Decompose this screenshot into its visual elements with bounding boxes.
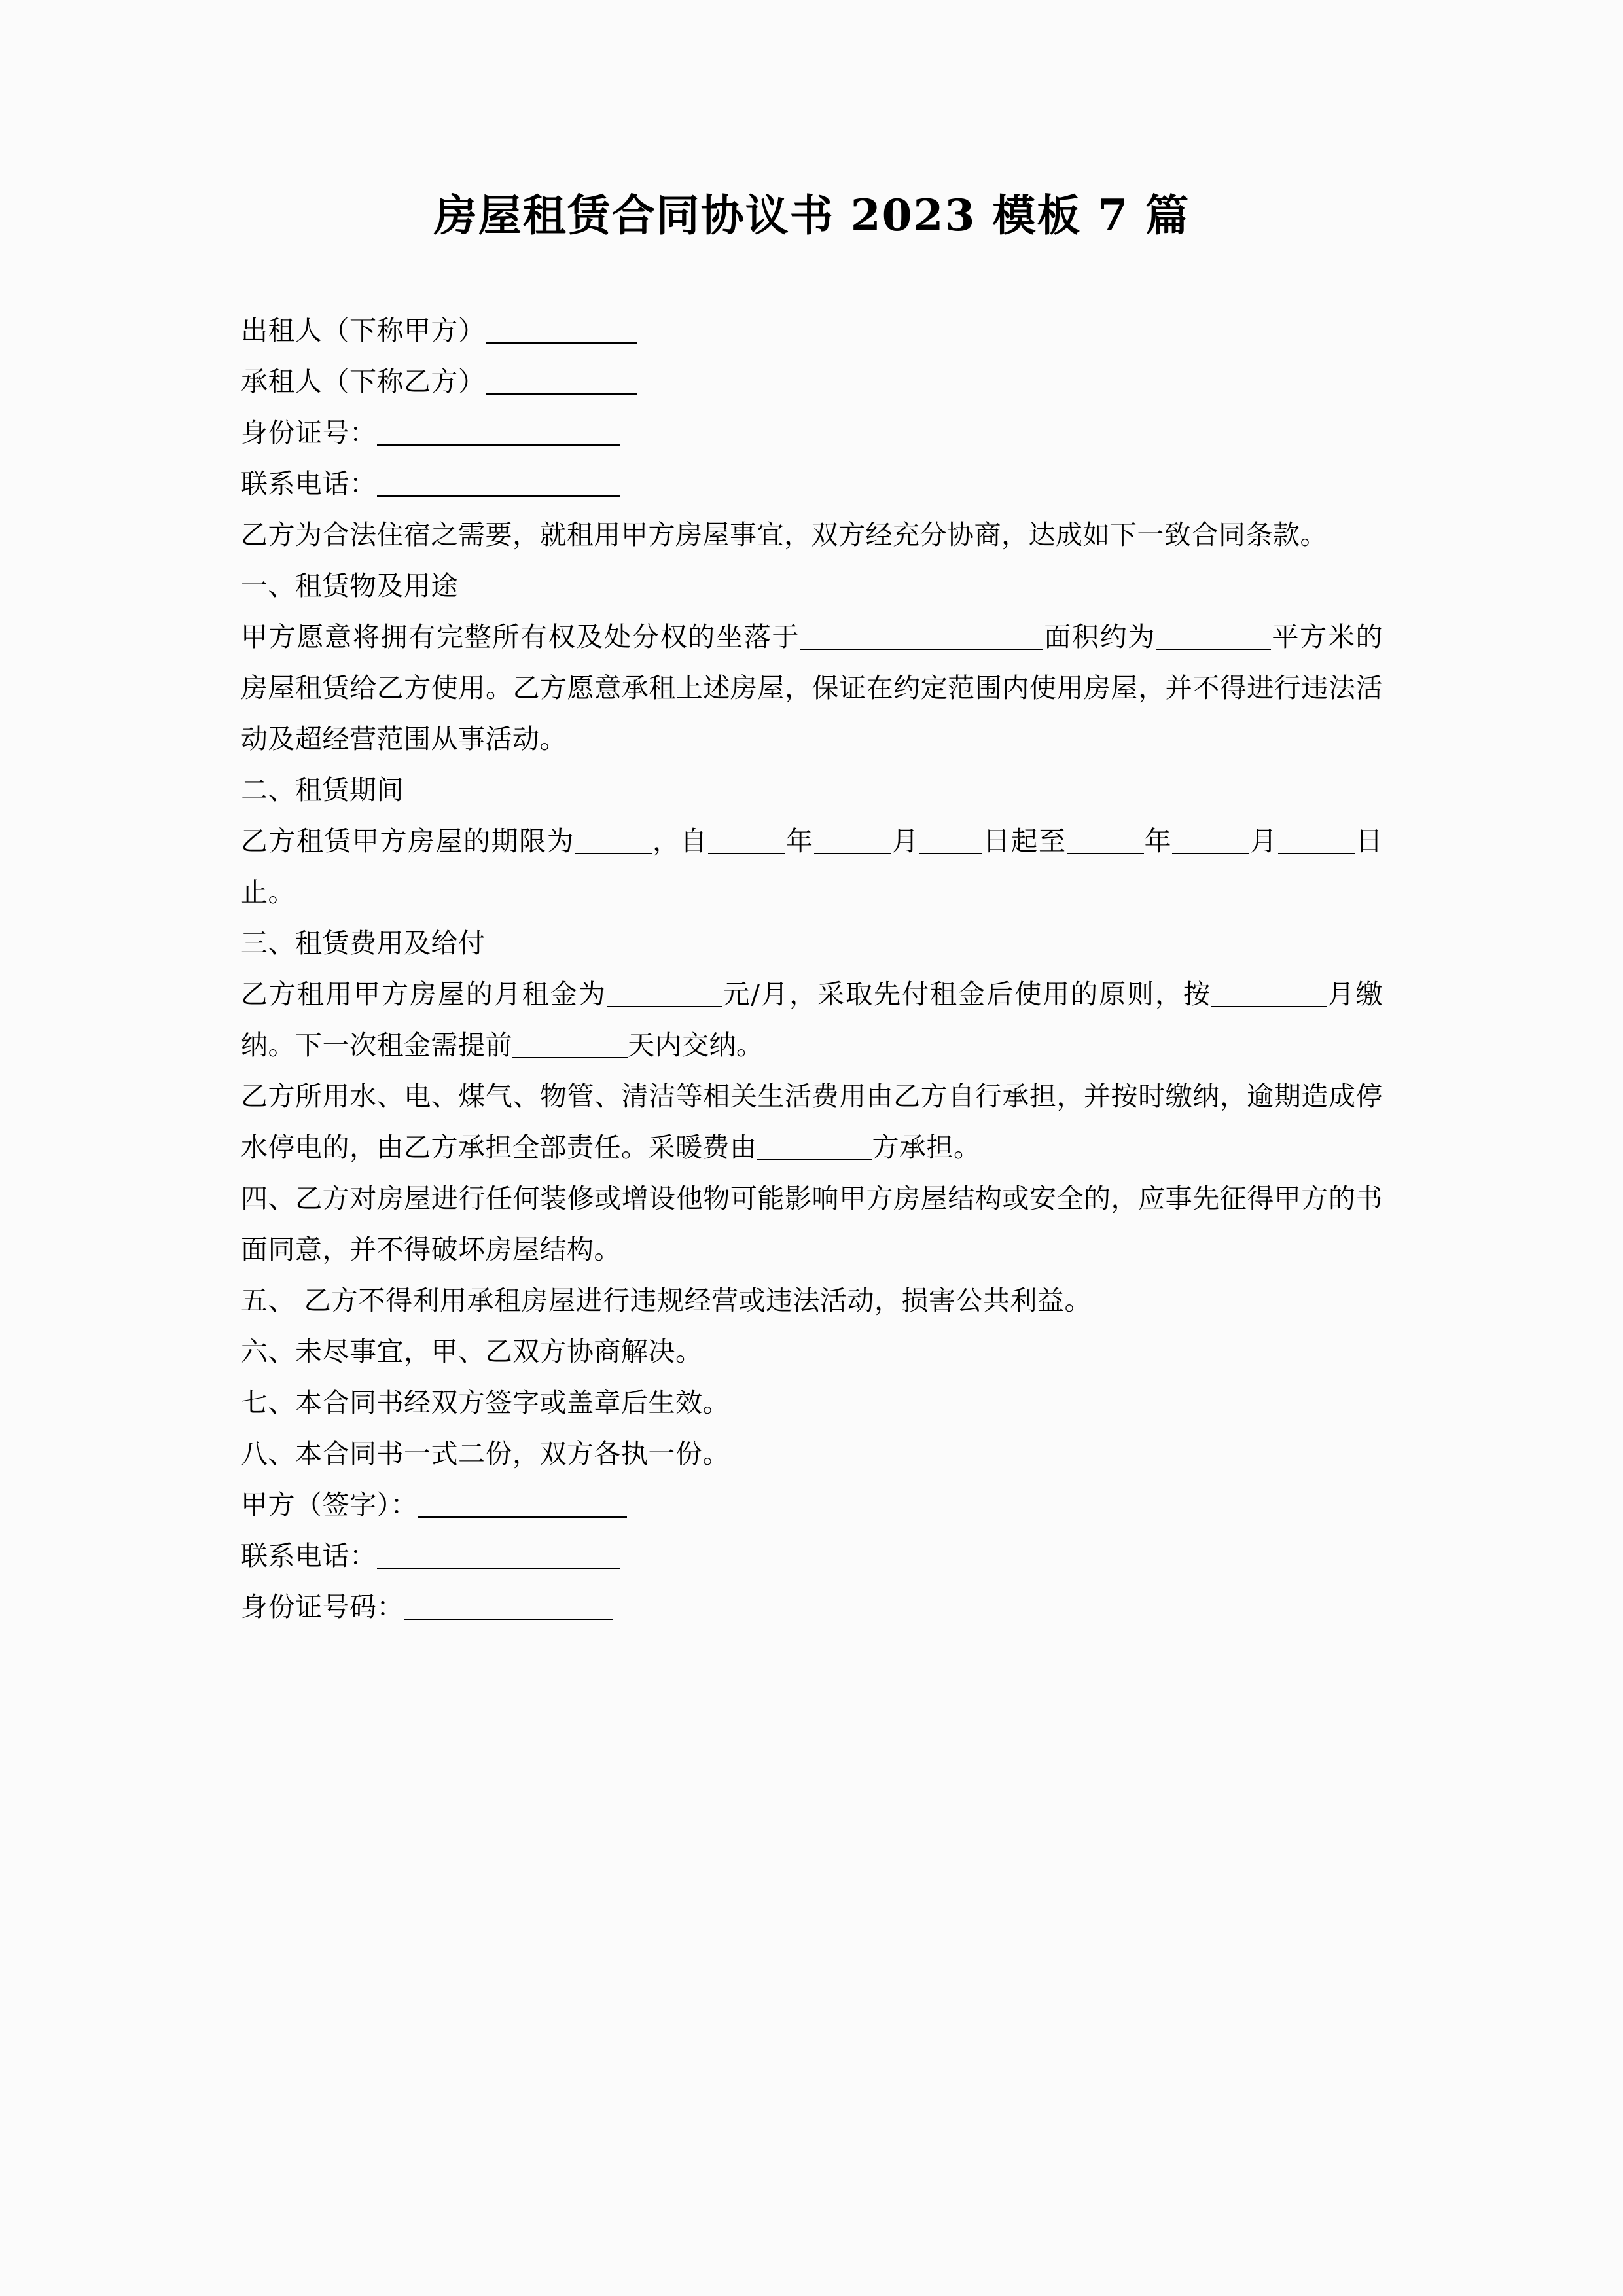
- payment-cycle-blank[interactable]: [1211, 986, 1327, 1007]
- document-body: [241, 305, 1383, 1632]
- section-2-text-8: 日止。: [241, 825, 1383, 908]
- section-1-text-3: 平方米的房屋租赁给乙方使用。乙方愿意承租上述房屋，保证在约定范围内使用房屋，并不得进行违法活动及超经营范围从事活动。: [241, 621, 1383, 755]
- start-day-blank[interactable]: [919, 833, 982, 854]
- section-3-body: [241, 969, 1383, 1071]
- lessee-label: 承租人（下称乙方）: [241, 366, 486, 397]
- section-2-text-4: 月: [891, 825, 919, 857]
- utilities-text-2: 方承担。: [872, 1132, 981, 1163]
- section-2-text-6: 年: [1143, 825, 1172, 857]
- section-2-text-2: ，自: [652, 825, 708, 857]
- preamble-paragraph: 乙方为合法住宿之需要，就租用甲方房屋事宜，双方经充分协商，达成如下一致合同条款。: [241, 519, 1327, 550]
- lease-term-blank[interactable]: [575, 833, 652, 854]
- lessor-blank[interactable]: [486, 323, 637, 344]
- phone-field-line: [241, 458, 1383, 509]
- property-address-blank[interactable]: [800, 629, 1043, 650]
- section-2-text-7: 月: [1249, 825, 1278, 857]
- signature-id-line: [241, 1581, 1383, 1632]
- clause-8: 八、本合同书一式二份，双方各执一份。: [241, 1438, 730, 1469]
- monthly-rent-blank[interactable]: [607, 986, 722, 1007]
- utilities-text-1: 乙方所用水、电、煤气、物管、清洁等相关生活费用由乙方自行承担，并按时缴纳，逾期造成停水停电的，由乙方承担全部责任。采暖费由: [241, 1081, 1383, 1163]
- id-label: 身份证号：: [241, 417, 377, 448]
- clause-7: 七、本合同书经双方签字或盖章后生效。: [241, 1387, 730, 1418]
- section-3-text-4: 天内交纳。: [628, 1030, 764, 1061]
- section-2-heading: 二、租赁期间: [241, 774, 404, 806]
- section-2-text-3: 年: [785, 825, 814, 857]
- heating-fee-party-blank[interactable]: [757, 1139, 872, 1160]
- section-2-text-1: 乙方租赁甲方房屋的期限为: [241, 825, 575, 857]
- end-year-blank[interactable]: [1067, 833, 1144, 854]
- start-year-blank[interactable]: [708, 833, 785, 854]
- section-3-utilities: [241, 1071, 1383, 1173]
- section-2-text-5: 日起至: [982, 825, 1067, 857]
- section-3-heading: 三、租赁费用及给付: [241, 927, 486, 959]
- signature-phone-line: [241, 1530, 1383, 1581]
- phone-blank[interactable]: [377, 476, 620, 497]
- section-3-text-2: 元/月，采取先付租金后使用的原则，按: [721, 978, 1212, 1010]
- signature-party-a-line: [241, 1479, 1383, 1530]
- clause-6: 六、未尽事宜，甲、乙双方协商解决。: [241, 1336, 703, 1367]
- property-area-blank[interactable]: [1156, 629, 1271, 650]
- signature-party-a-label: 甲方（签字）：: [241, 1489, 418, 1520]
- page-title: 房屋租赁合同协议书 2023 模板 7 篇: [433, 190, 1190, 241]
- end-month-blank[interactable]: [1172, 833, 1249, 854]
- end-day-blank[interactable]: [1278, 833, 1355, 854]
- start-month-blank[interactable]: [814, 833, 891, 854]
- lessee-field-line: [241, 356, 1383, 407]
- signature-party-a-blank[interactable]: [418, 1497, 627, 1518]
- section-1-text-2: 面积约为: [1043, 621, 1156, 653]
- section-1-text-1: 甲方愿意将拥有完整所有权及处分权的坐落于: [241, 621, 800, 653]
- lessee-blank[interactable]: [486, 374, 637, 395]
- lessor-field-line: [241, 305, 1383, 356]
- clause-5: 五、 乙方不得利用承租房屋进行违规经营或违法活动，损害公共利益。: [241, 1285, 1092, 1316]
- id-blank[interactable]: [377, 425, 620, 446]
- lessor-label: 出租人（下称甲方）: [241, 315, 486, 346]
- advance-days-blank[interactable]: [512, 1037, 628, 1058]
- section-2-body: [241, 816, 1383, 918]
- signature-phone-blank[interactable]: [377, 1548, 620, 1569]
- section-1-body: [241, 611, 1383, 764]
- signature-id-blank[interactable]: [404, 1599, 613, 1620]
- section-1-heading: 一、租赁物及用途: [241, 570, 458, 601]
- id-field-line: [241, 407, 1383, 458]
- signature-id-label: 身份证号码：: [241, 1591, 404, 1623]
- signature-phone-label: 联系电话：: [241, 1540, 377, 1571]
- phone-label: 联系电话：: [241, 468, 377, 499]
- document-content: [241, 0, 1383, 1632]
- section-3-text-1: 乙方租用甲方房屋的月租金为: [241, 978, 607, 1010]
- clause-4: 四、乙方对房屋进行任何装修或增设他物可能影响甲方房屋结构或安全的，应事先征得甲方的书面同意，并不得破坏房屋结构。: [241, 1183, 1383, 1265]
- section-3-text-3: 月缴纳。下一次租金需提前: [241, 978, 1383, 1061]
